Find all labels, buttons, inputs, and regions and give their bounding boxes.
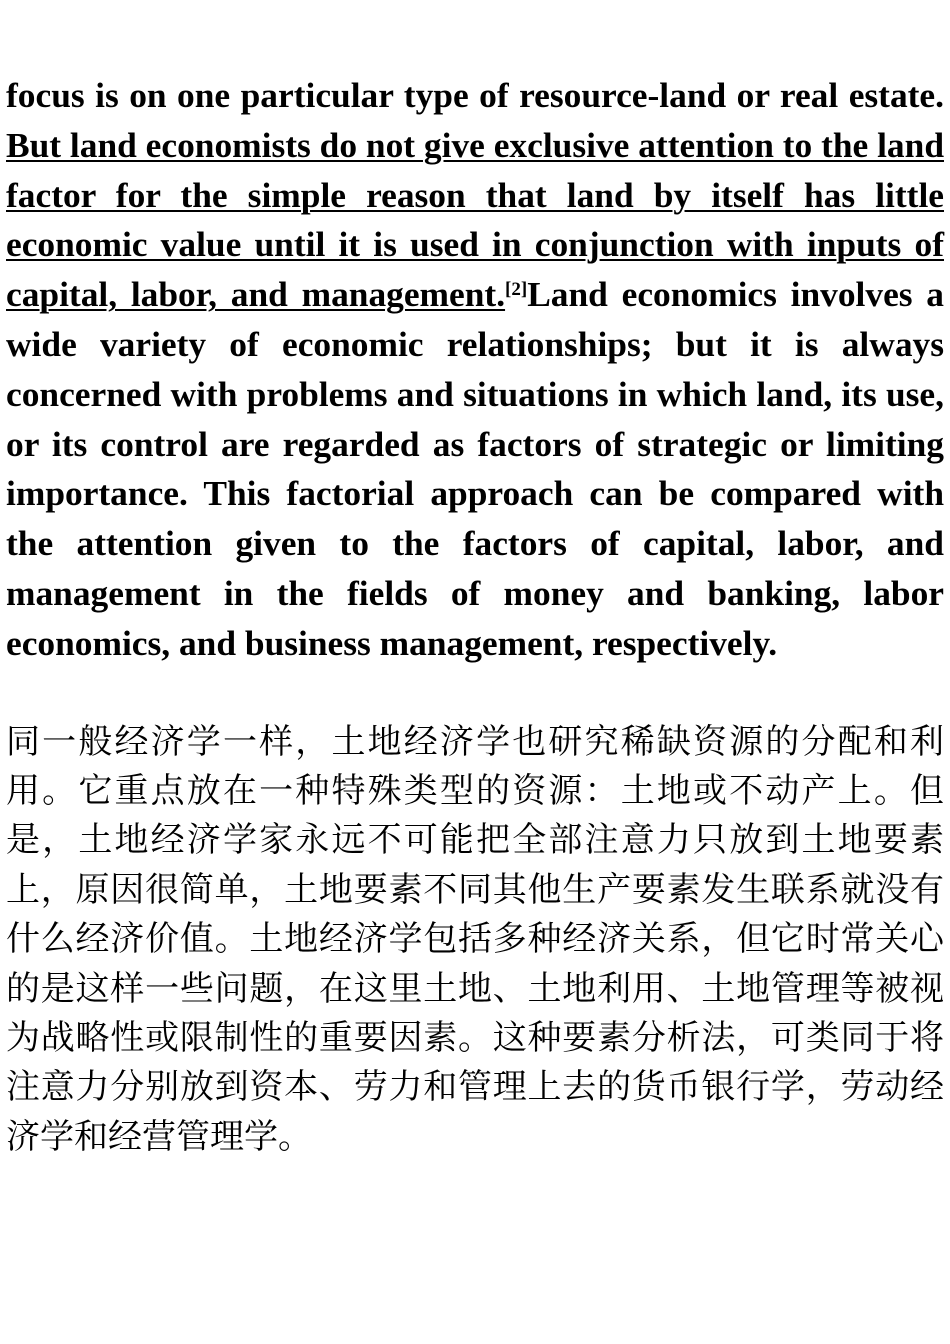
document-page xyxy=(6,71,944,1162)
english-lead-text: focus is on one particular type of resource-land or real estate. xyxy=(6,75,944,115)
english-underlined-text: But land economists do not give exclusive attention to the land factor for the simple reason that land by itself has little economic value until it is used in conjunction with inputs of capital, labor, and management. xyxy=(6,124,944,315)
english-trailing-text: Land economics involves a wide variety of economic relationships; but it is always concerned with problems and situations in which land, its use, or its control are regarded as factors of strategic or limiting importance. This factorial approach can be compared with the attention given to the factors of capital, labor, and management in the fields of money and banking, labor economics, and business management, respectively. xyxy=(6,274,944,663)
citation-marker[interactable]: [2] xyxy=(505,279,528,301)
english-paragraph xyxy=(6,71,944,669)
chinese-paragraph: 同一般经济学一样，土地经济学也研究稀缺资源的分配和利用。它重点放在一种特殊类型的资源：土地或不动产上。但是，土地经济学家永远不可能把全部注意力只放到土地要素上，原因很简单，土地要素不同其他生产要素发生联系就没有什么经济价值。土地经济学包括多种经济关系，但它时常关心的是这样一些问题，在这里土地、土地利用、土地管理等被视为战略性或限制性的重要因素。这种要素分析法，可类同于将注意力分别放到资本、劳力和管理上去的货币银行学，劳动经济学和经营管理学。 xyxy=(6,721,944,1157)
